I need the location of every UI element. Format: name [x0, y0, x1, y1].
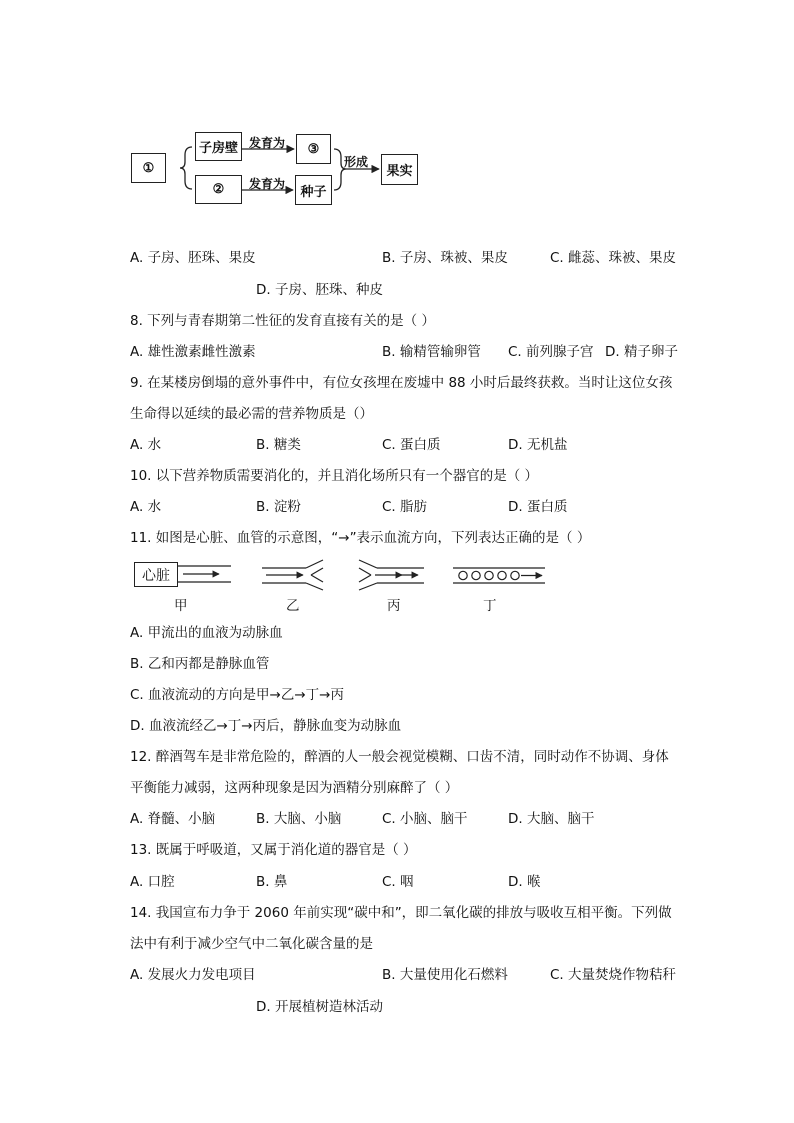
q13-option-c: C. 咽 [382, 874, 414, 890]
arrow-label-develops-top: 发育为 [249, 136, 286, 150]
q12-stem-line1: 12. 醉酒驾车是非常危险的，醉酒的人一般会视觉模糊、口齿不清，同时动作不协调、身体 [130, 749, 669, 765]
q14-option-d: D. 开展植树造林活动 [256, 999, 383, 1015]
q9-option-a: A. 水 [130, 437, 162, 453]
vessel-ding [453, 568, 545, 583]
q7-option-b: B. 子房、珠被、果皮 [382, 250, 508, 266]
q12-stem-line2: 平衡能力减弱，这两种现象是因为酒精分别麻醉了（ ） [130, 780, 459, 796]
q13-option-b: B. 鼻 [256, 874, 288, 890]
arrow-label-forms: 形成 [344, 155, 369, 169]
q14-option-c: C. 大量焚烧作物秸秆 [550, 967, 677, 983]
q10-option-c: C. 脂肪 [382, 499, 428, 515]
q7-option-d: D. 子房、胚珠、种皮 [256, 282, 383, 298]
q11-option-d: D. 血液流经乙→丁→丙后，静脉血变为动脉血 [130, 718, 402, 734]
label-jia: 甲 [174, 598, 188, 614]
q13-stem: 13. 既属于呼吸道，又属于消化道的器官是（ ） [130, 842, 417, 858]
q12-option-c: C. 小脑、脑干 [382, 811, 468, 827]
q12-option-b: B. 大脑、小脑 [256, 811, 342, 827]
q14-option-b: B. 大量使用化石燃料 [382, 967, 508, 983]
q7-option-c: C. 雌蕊、珠被、果皮 [550, 250, 677, 266]
q8-option-d: D. 精子卵子 [605, 344, 678, 360]
q9-option-b: B. 糖类 [256, 437, 301, 453]
q9-option-c: C. 蛋白质 [382, 437, 441, 453]
q9-stem-line1: 9. 在某楼房倒塌的意外事件中，有位女孩埋在废墟中 88 小时后最终获救。当时让这位女孩 [130, 375, 673, 391]
q8-stem: 8. 下列与青春期第二性征的发育直接有关的是（ ） [130, 313, 435, 329]
q11-option-b: B. 乙和丙都是静脉血管 [130, 656, 270, 672]
label-bing: 丙 [387, 598, 401, 614]
q9-option-d: D. 无机盐 [508, 437, 568, 453]
q12-option-d: D. 大脑、脑干 [508, 811, 595, 827]
diagram-box-fruit: 果实 [381, 154, 418, 185]
label-yi: 乙 [286, 598, 300, 614]
diagram-box-seed: 种子 [295, 175, 332, 205]
vessel-yi [262, 560, 323, 590]
q12-option-a: A. 脊髓、小脑 [130, 811, 216, 827]
q10-stem: 10. 以下营养物质需要消化的，并且消化场所只有一个器官的是（ ） [130, 468, 539, 484]
q14-stem-line1: 14. 我国宣布力争于 2060 年前实现“碳中和”，即二氧化碳的排放与吸收互相平衡。下列做 [130, 905, 672, 921]
q13-option-d: D. 喉 [508, 874, 541, 890]
q10-option-d: D. 蛋白质 [508, 499, 568, 515]
q8-option-b: B. 输精管输卵管 [382, 344, 481, 360]
q14-stem-line2: 法中有利于减少空气中二氧化碳含量的是 [130, 936, 373, 952]
q10-option-a: A. 水 [130, 499, 162, 515]
vessel-jia [178, 566, 231, 582]
diagram-box-1: ① [131, 153, 166, 183]
diagram-box-2: ② [195, 175, 242, 204]
q11-option-c: C. 血液流动的方向是甲→乙→丁→丙 [130, 687, 344, 703]
vessel-bing [359, 560, 424, 590]
label-ding: 丁 [483, 598, 497, 614]
q8-option-a: A. 雄性激素雌性激素 [130, 344, 256, 360]
q9-stem-line2: 生命得以延续的最必需的营养物质是（） [130, 406, 373, 422]
heart-label: 心脏 [142, 567, 170, 584]
q11-stem: 11. 如图是心脏、血管的示意图，“→”表示血流方向，下列表达正确的是（ ） [130, 530, 591, 546]
q14-option-a: A. 发展火力发电项目 [130, 967, 256, 983]
q10-option-b: B. 淀粉 [256, 499, 301, 515]
q11-option-a: A. 甲流出的血液为动脉血 [130, 625, 283, 641]
q7-option-a: A. 子房、胚珠、果皮 [130, 250, 256, 266]
arrow-label-develops-bottom: 发育为 [249, 177, 286, 191]
diagram-box-ovary-wall: 子房壁 [195, 132, 242, 161]
diagram-box-3: ③ [296, 134, 331, 164]
q8-option-c: C. 前列腺子宫 [508, 344, 594, 360]
q13-option-a: A. 口腔 [130, 874, 175, 890]
